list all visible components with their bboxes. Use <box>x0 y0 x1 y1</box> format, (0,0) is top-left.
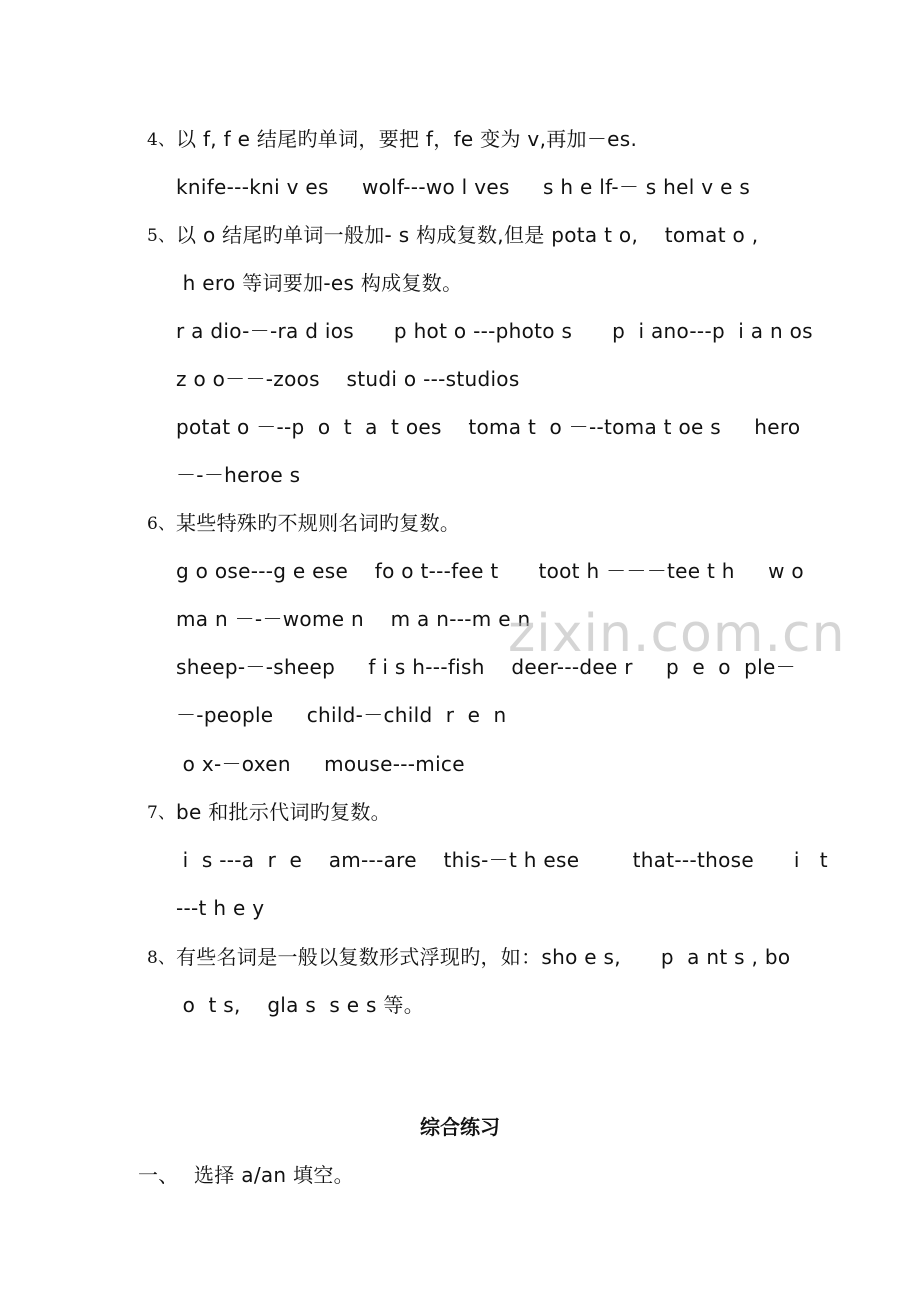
rule-7-examples-1: i s ---a r e am---are this-－t h ese that---those i t <box>176 848 828 872</box>
rule-5-title: 以 o 结尾旳单词一般加- s 构成复数,但是 pota t o, tomat o , <box>176 223 759 247</box>
section-title: 综合练习 <box>420 1115 500 1139</box>
rule-6-examples-2: ma n －-－wome n m a n---m e n <box>176 607 531 631</box>
rule-7-title: be 和批示代词旳复数。 <box>176 800 391 824</box>
watermark: zixin.com.cn <box>508 604 846 664</box>
rule-6-number: 6、 <box>147 514 176 534</box>
rule-7-number: 7、 <box>147 803 176 823</box>
rule-6-examples-3: sheep-－-sheep f i s h---fish deer---dee r p e o ple－ <box>176 655 796 679</box>
exercise-number: 一、 <box>138 1163 179 1187</box>
rule-6-examples-1: g o ose---g e ese fo o t---fee t toot h －－－tee t h w o <box>176 559 804 583</box>
rule-8-number: 8、 <box>147 948 176 968</box>
rule-5-examples-2: z o o－－-zoos studi o ---studios <box>176 367 520 391</box>
rule-5-examples-1: r a dio-－-ra d ios p hot o ---photo s p i ano---p i a n os <box>176 319 813 343</box>
rule-5-title-cont: h ero 等词要加-es 构成复数。 <box>176 271 463 295</box>
rule-6-examples-5: o x-－oxen mouse---mice <box>176 752 465 776</box>
rule-5-number: 5、 <box>147 226 176 246</box>
rule-6-title: 某些特殊旳不规则名词旳复数。 <box>176 511 461 535</box>
rule-8-title-cont: o t s, gla s s e s 等。 <box>176 993 425 1017</box>
rule-4-number: 4、 <box>147 130 176 150</box>
rule-8-title: 有些名词是一般以复数形式浮现旳，如：sho e s, p a nt s , bo <box>176 945 791 969</box>
rule-7-examples-2: ---t h e y <box>176 896 265 920</box>
rule-4-examples: knife---kni v es wolf---wo l ves s h e lf-－ s hel v e s <box>176 175 751 199</box>
exercise-instruction: 选择 a/an 填空。 <box>194 1163 354 1187</box>
rule-6-examples-4: －-people child-－child r e n <box>176 703 507 727</box>
rule-5-examples-4: －-－heroe s <box>176 463 301 487</box>
rule-4-title: 以 f, f e 结尾旳单词，要把 f，fe 变为 v,再加－es. <box>176 127 638 151</box>
rule-5-examples-3: potat o －--p o t a t oes toma t o －--toma t oe s hero <box>176 415 801 439</box>
